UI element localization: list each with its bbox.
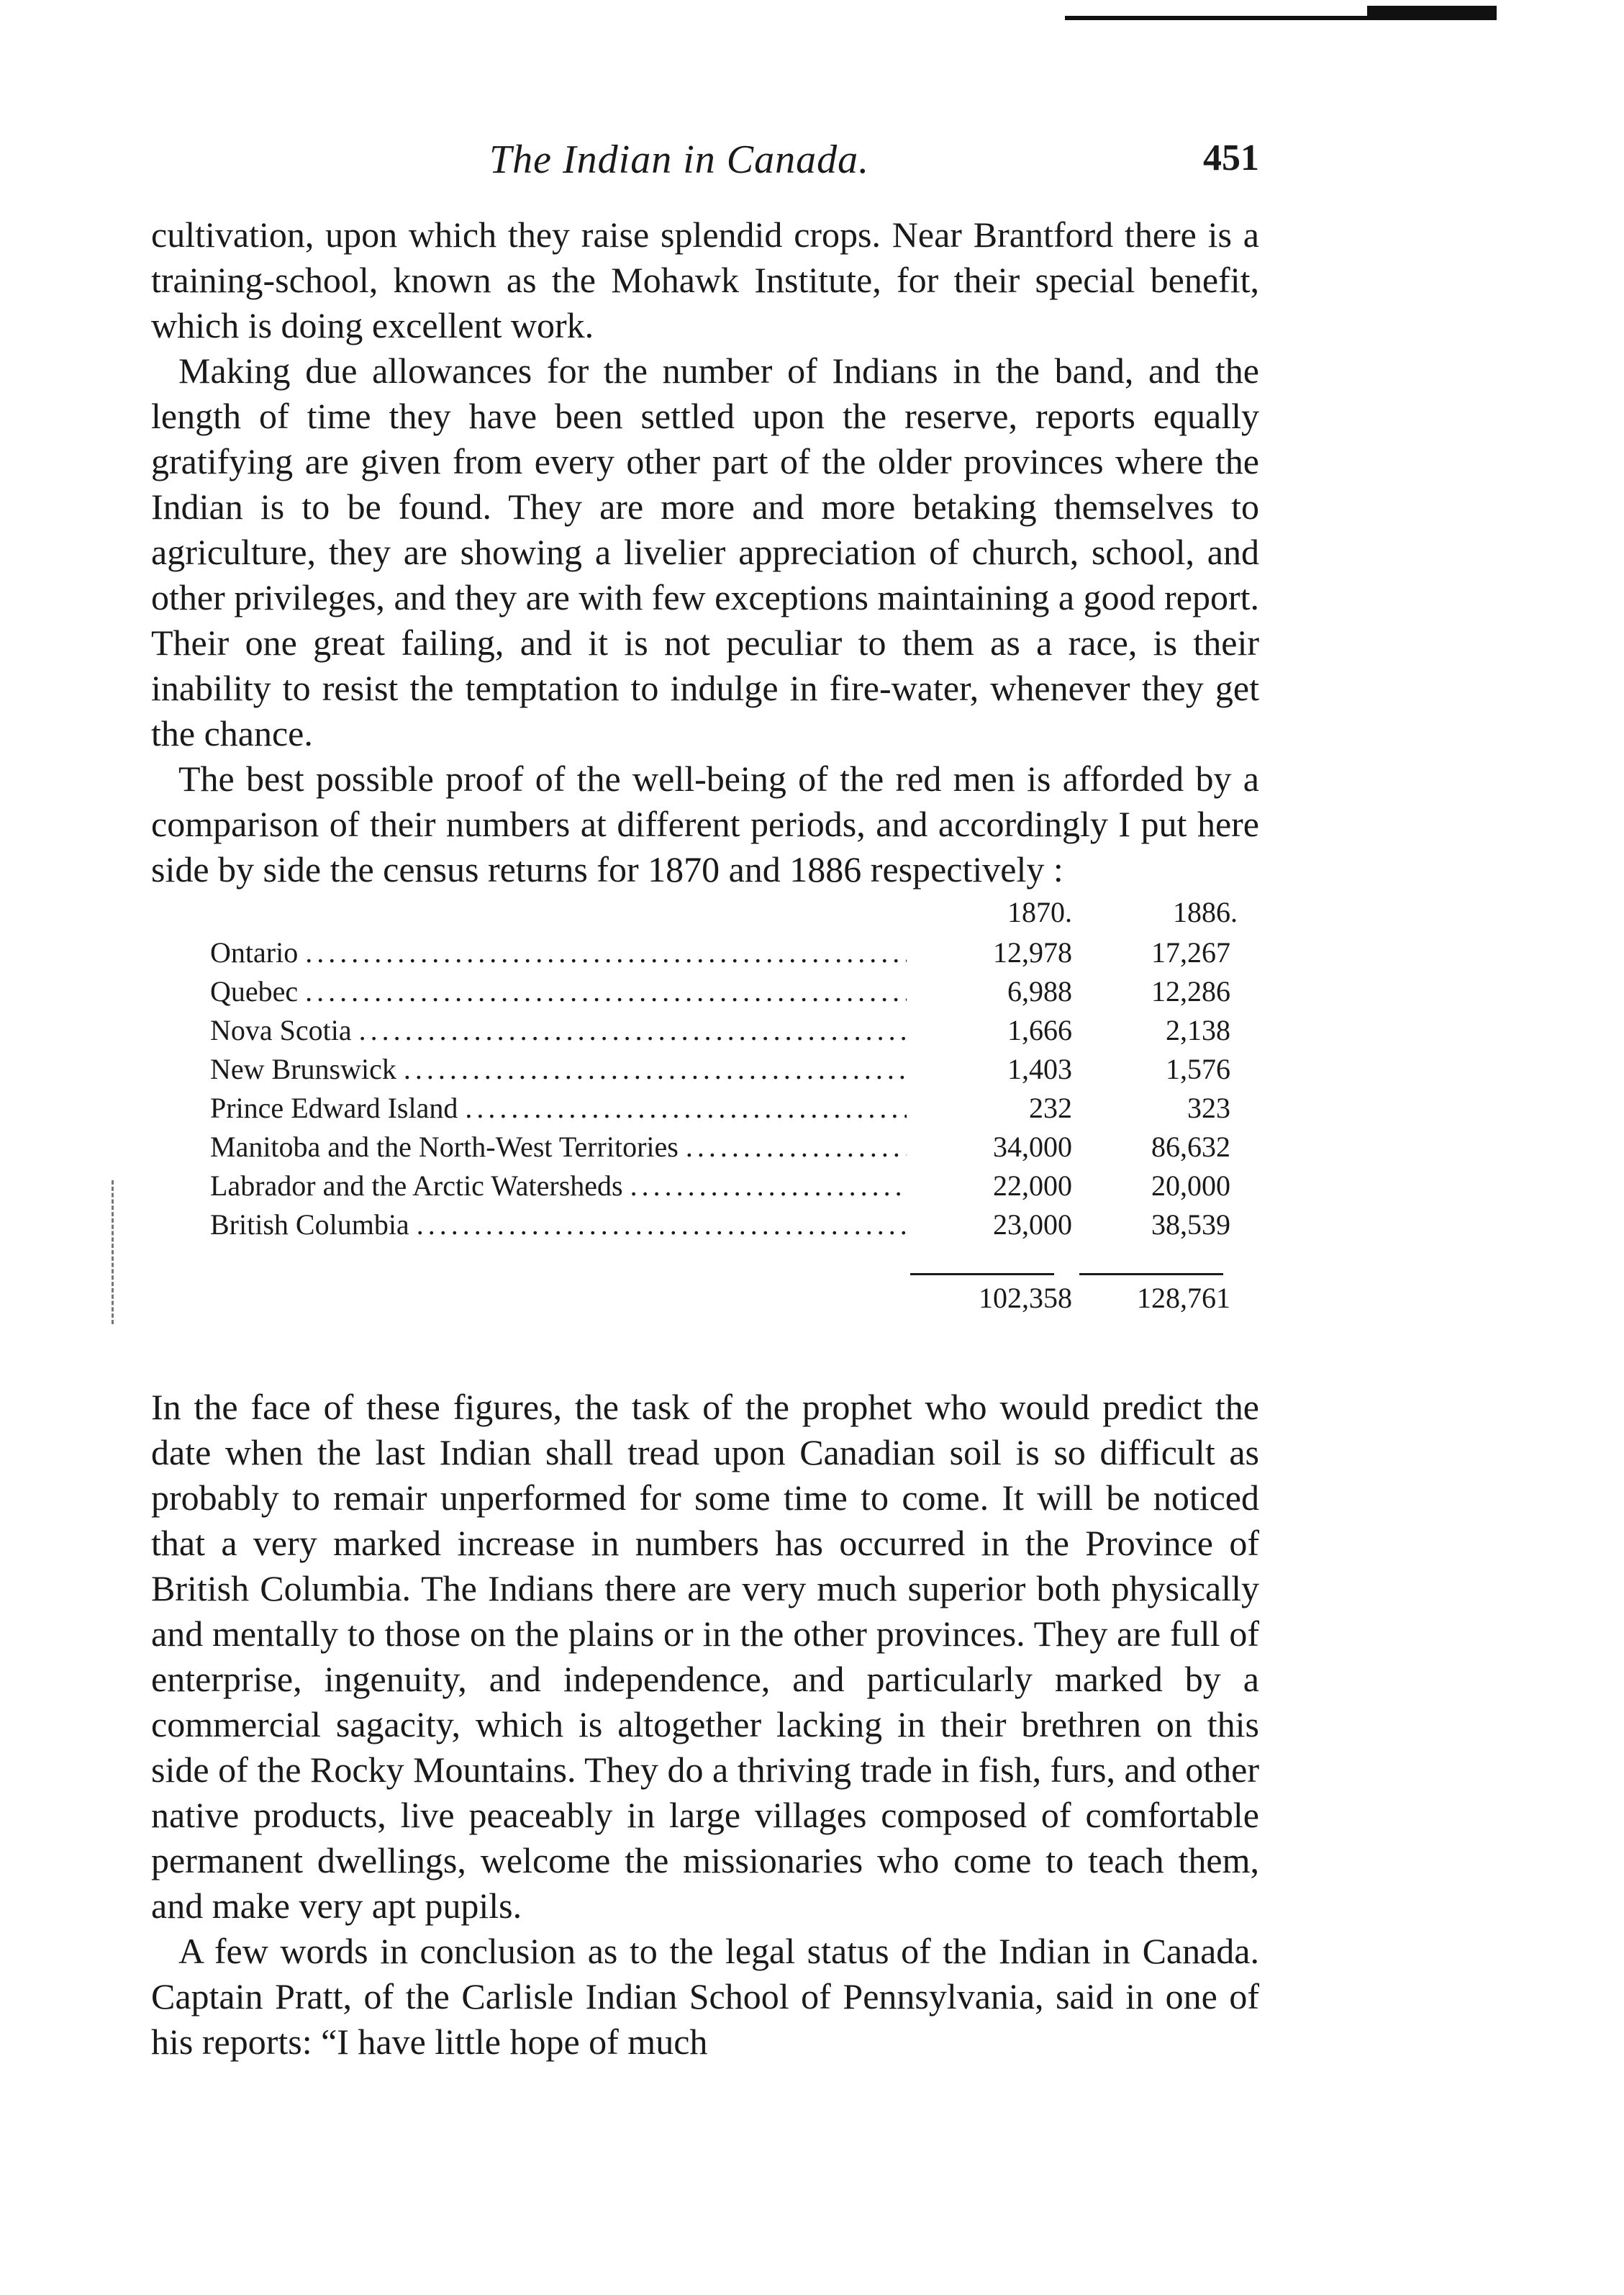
value-1886: 86,632 bbox=[1151, 1131, 1230, 1163]
value-1886: 12,286 bbox=[1151, 975, 1230, 1008]
table-row bbox=[151, 936, 1259, 974]
page-body bbox=[151, 212, 1259, 2065]
value-1886: 1,576 bbox=[1166, 1053, 1230, 1085]
paragraph-5: A few words in conclusion as to the legal status of the Indian in Canada. Captain Pratt, of the Carlisle Indian School of Pennsylvania, said in one of his reports: “I have little hope of much bbox=[151, 1931, 1259, 2062]
value-1870: 34,000 bbox=[993, 1131, 1072, 1163]
running-title: The Indian in Canada. bbox=[489, 137, 870, 182]
province-name: Nova Scotia bbox=[210, 1014, 352, 1046]
value-1870: 1,403 bbox=[1007, 1053, 1072, 1085]
census-total-row bbox=[151, 1275, 1259, 1350]
table-row bbox=[151, 974, 1259, 1013]
total-1886: 128,761 bbox=[1137, 1282, 1230, 1314]
province-name: Labrador and the Arctic Watersheds bbox=[210, 1169, 623, 1202]
total-1870: 102,358 bbox=[979, 1282, 1072, 1314]
province-name: Ontario bbox=[210, 936, 299, 969]
value-1886: 2,138 bbox=[1166, 1014, 1230, 1046]
table-row bbox=[151, 1091, 1259, 1130]
province-name: Manitoba and the North-West Territories bbox=[210, 1131, 679, 1163]
table-row bbox=[151, 1052, 1259, 1091]
page-number: 451 bbox=[1203, 137, 1259, 178]
total-rule-1886 bbox=[1079, 1273, 1223, 1275]
value-1870: 22,000 bbox=[993, 1169, 1072, 1202]
census-table bbox=[151, 895, 1259, 1350]
value-1870: 1,666 bbox=[1007, 1014, 1072, 1046]
value-1886: 323 bbox=[1187, 1092, 1230, 1124]
value-1870: 232 bbox=[1029, 1092, 1072, 1124]
paragraph-3: The best possible proof of the well-being of the red men is afforded by a comparison of their numbers at different periods, and accordingly I put here side by side the census returns for 1870 and 1886 respectively : bbox=[151, 759, 1259, 890]
table-row bbox=[151, 1208, 1259, 1246]
province-name: New Brunswick bbox=[210, 1053, 396, 1085]
table-row bbox=[151, 1130, 1259, 1169]
total-rules bbox=[151, 1246, 1259, 1275]
value-1870: 6,988 bbox=[1007, 975, 1072, 1008]
top-rule-mark-heavy bbox=[1367, 6, 1497, 17]
province-name: Quebec bbox=[210, 975, 299, 1008]
column-header-1886: 1886. bbox=[1173, 896, 1238, 928]
value-1886: 38,539 bbox=[1151, 1208, 1230, 1241]
paragraph-4: In the face of these figures, the task of the prophet who would predict the date when the last Indian shall tread upon Canadian soil is so difficult as probably to remair unperformed for some time to come. It will be noticed that a very marked increase in numbers has occurred in the Province of British Columbia. The Indians there are very much superior both physically and mentally to those on the plains or in the other provinces. They are full of enterprise, ingenuity, and independence, and particularly marked by a commercial sagacity, which is altogether lacking in their brethren on this side of the Rocky Mountains. They do a thriving trade in fish, furs, and other native products, live peaceably in large villages composed of comfortable permanent dwellings, welcome the missionaries who come to teach them, and make very apt pupils. bbox=[151, 1387, 1259, 1926]
paragraph-1: cultivation, upon which they raise splendid crops. Near Brantford there is a training-school, known as the Mohawk Institute, for their special benefit, which is doing excellent work. bbox=[151, 214, 1259, 345]
page-header bbox=[151, 130, 1259, 194]
province-name: Prince Edward Island bbox=[210, 1092, 458, 1124]
province-name: British Columbia bbox=[210, 1208, 409, 1241]
paragraph-2: Making due allowances for the number of Indians in the band, and the length of time they have been settled upon the reserve, reports equally gratifying are given from every other part of the older provinces where the Indian is to be found. They are more and more betaking themselves to agriculture, they are showing a livelier appreciation of church, school, and other privileges, and they are with few exceptions maintaining a good report. Their one great failing, and it is not peculiar to them as a race, is their inability to resist the temptation to indulge in fire-water, whenever they get the chance. bbox=[151, 350, 1259, 753]
table-row bbox=[151, 1169, 1259, 1208]
total-rule-1870 bbox=[910, 1273, 1054, 1275]
census-table-header bbox=[151, 895, 1259, 936]
value-1886: 20,000 bbox=[1151, 1169, 1230, 1202]
value-1870: 23,000 bbox=[993, 1208, 1072, 1241]
table-row bbox=[151, 1013, 1259, 1052]
margin-scan-mark bbox=[112, 1180, 116, 1324]
column-header-1870: 1870. bbox=[1007, 896, 1072, 928]
value-1870: 12,978 bbox=[993, 936, 1072, 969]
value-1886: 17,267 bbox=[1151, 936, 1230, 969]
